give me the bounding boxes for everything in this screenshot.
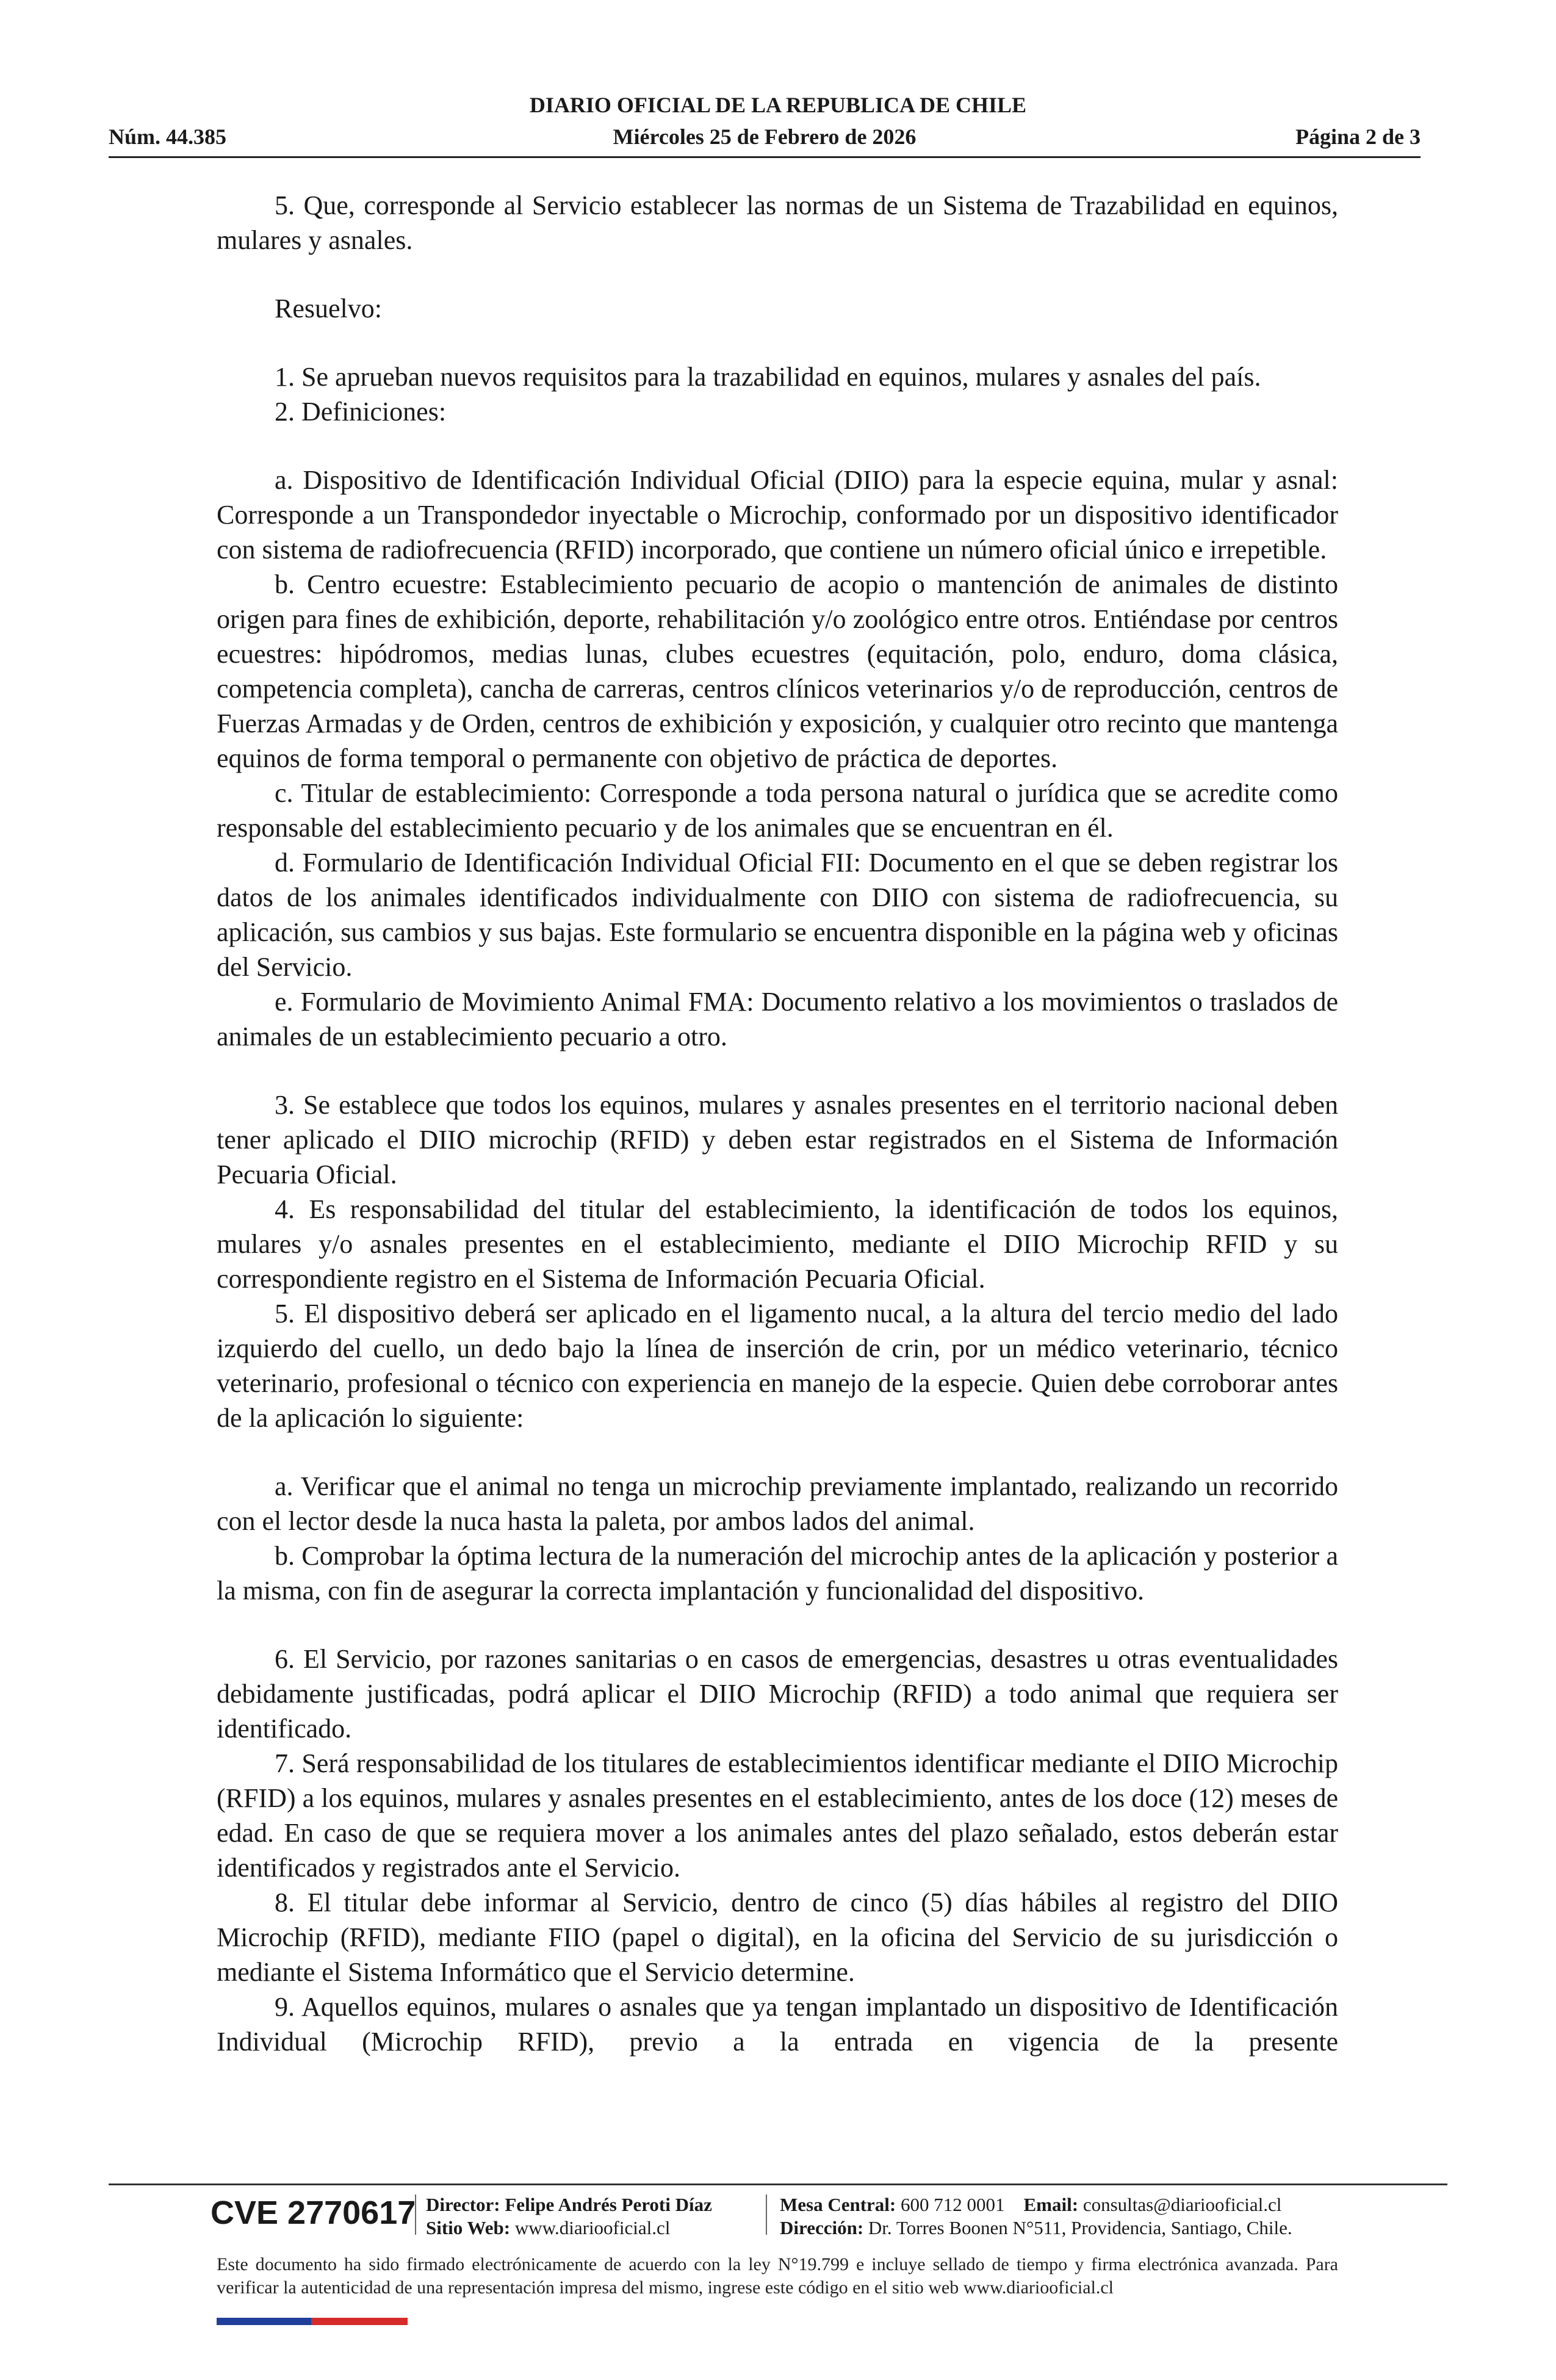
footer-separator bbox=[766, 2194, 767, 2235]
paragraph: 4. Es responsabilidad del titular del establecimiento, la identificación de todos los equinos, mulares y/o asnales presentes en el establecimiento, mediante el DIIO Microchip RFID y su correspondiente registro en el Sistema de Información Pecuaria Oficial. bbox=[217, 1194, 1338, 1294]
paragraph: e. Formulario de Movimiento Animal FMA: Documento relativo a los movimientos o traslados de animales de un establecimiento pecuario a otro. bbox=[217, 987, 1338, 1051]
paragraph: 5. Que, corresponde al Servicio establecer las normas de un Sistema de Trazabilidad en equinos, mulares y asnales. bbox=[217, 190, 1338, 255]
header-row bbox=[109, 122, 1421, 151]
paragraph: b. Comprobar la óptima lectura de la numeración del microchip antes de la aplicación y posterior a la misma, con fin de asegurar la correcta implantación y funcionalidad del dispositivo. bbox=[217, 1541, 1338, 1606]
footer-director-block bbox=[426, 2193, 712, 2240]
address-label: Dirección: bbox=[780, 2217, 864, 2238]
mesa-label: Mesa Central: bbox=[780, 2194, 896, 2215]
header-divider bbox=[109, 156, 1421, 158]
footer-divider bbox=[109, 2183, 1447, 2185]
email-label: Email: bbox=[1023, 2194, 1079, 2215]
paragraph: 2. Definiciones: bbox=[275, 397, 447, 427]
director-name: Felipe Andrés Peroti Díaz bbox=[505, 2194, 712, 2215]
signature-notice: Este documento ha sido firmado electrónicamente de acuerdo con la ley N°19.799 e incluye sellado de tiempo y firma electrónica avanzada. Para verificar la autenticidad de una representación impresa del mismo, ingrese este código en el sitio web www.diariooficial.cl bbox=[217, 2254, 1338, 2298]
flag-stripe-red bbox=[311, 2318, 408, 2325]
paragraph: 5. El dispositivo deberá ser aplicado en el ligamento nucal, a la altura del tercio medio del lado izquierdo del cuello, un dedo bajo la línea de inserción de crin, por un médico veterinario, técnico veterinario, profesional o técnico con experiencia en manejo de la especie. Quien debe corroborar antes de la aplicación lo siguiente: bbox=[217, 1299, 1338, 1433]
mesa-phone: 600 712 0001 bbox=[901, 2194, 1005, 2215]
newspaper-title: DIARIO OFICIAL DE LA REPUBLICA DE CHILE bbox=[529, 93, 1027, 117]
cve-code: CVE 2770617 bbox=[211, 2194, 416, 2231]
issue-date: Miércoles 25 de Febrero de 2026 bbox=[613, 124, 917, 149]
paragraph: 6. El Servicio, por razones sanitarias o en casos de emergencias, desastres u otras eventualidades debidamente justificadas, podrá aplicar el DIIO Microchip (RFID) a todo animal que requiera ser identificado. bbox=[217, 1644, 1338, 1744]
flag-stripe-blue bbox=[217, 2318, 311, 2325]
footer-contact-block bbox=[780, 2193, 1292, 2240]
email-link[interactable]: consultas@diariooficial.cl bbox=[1082, 2194, 1282, 2215]
paragraph: 7. Será responsabilidad de los titulares de establecimientos identificar mediante el DIIO Microchip (RFID) a los equinos, mulares y asnales presentes en el establecimiento, antes de los doce (12) meses de edad. En caso de que se requiera mover a los animales antes del plazo señalado, estos deberán estar identificados y registrados ante el Servicio. bbox=[217, 1748, 1338, 1883]
footer-separator bbox=[415, 2194, 416, 2235]
paragraph: 3. Se establece que todos los equinos, mulares y asnales presentes en el territorio nacional deben tener aplicado el DIIO microchip (RFID) y deben estar registrados en el Sistema de Información Pecuaria Oficial. bbox=[217, 1090, 1338, 1189]
site-label: Sitio Web: bbox=[426, 2217, 511, 2238]
paragraph: 9. Aquellos equinos, mulares o asnales que ya tengan implantado un dispositivo de Identificación Individual (Microchip RFID), previo a la entrada en vigencia de la presente bbox=[217, 1992, 1338, 2057]
issue-number: Núm. 44.385 bbox=[109, 124, 227, 149]
address-value: Dr. Torres Boonen N°511, Providencia, Santiago, Chile. bbox=[868, 2217, 1292, 2238]
paragraph: d. Formulario de Identificación Individual Oficial FII: Documento en el que se deben registrar los datos de los animales identificados individualmente con DIIO con sistema de radiofrecuencia, su aplicación, sus cambios y sus bajas. Este formulario se encuentra disponible en la página web y oficinas del Servicio. bbox=[217, 848, 1338, 982]
director-label: Director: bbox=[426, 2194, 500, 2215]
page-number: Página 2 de 3 bbox=[1295, 124, 1421, 149]
paragraph: Resuelvo: bbox=[275, 294, 382, 323]
paragraph: c. Titular de establecimiento: Corresponde a toda persona natural o jurídica que se acredite como responsable del establecimiento pecuario y de los animales que se encuentran en él. bbox=[217, 778, 1338, 843]
paragraph: 8. El titular debe informar al Servicio, dentro de cinco (5) días hábiles al registro del DIIO Microchip (RFID), mediante FIIO (papel o digital), en la oficina del Servicio de su jurisdicción o mediante el Sistema Informático que el Servicio determine. bbox=[217, 1888, 1338, 1987]
site-link[interactable]: www.diariooficial.cl bbox=[514, 2217, 671, 2238]
document-body bbox=[217, 188, 1338, 2059]
paragraph: b. Centro ecuestre: Establecimiento pecuario de acopio o mantención de animales de distinto origen para fines de exhibición, deporte, rehabilitación y/o zoológico entre otros. Entiéndase por centros ecuestres: hipódromos, medias lunas, clubes ecuestres (equitación, polo, enduro, doma clásica, competencia completa), cancha de carreras, centros clínicos veterinarios y/o de reproducción, centros de Fuerzas Armadas y de Orden, centros de exhibición y exposición, y cualquier otro recinto que mantenga equinos de forma temporal o permanente con objetivo de práctica de deportes. bbox=[217, 569, 1338, 773]
paragraph: 1. Se aprueban nuevos requisitos para la trazabilidad en equinos, mulares y asnales del país. bbox=[275, 362, 1261, 392]
paragraph: a. Dispositivo de Identificación Individual Oficial (DIIO) para la especie equina, mular y asnal: Corresponde a un Transpondedor inyectable o Microchip, conformado por un dispositivo identificador con sistema de radiofrecuencia (RFID) incorporado, que contiene un número oficial único e irrepetible. bbox=[217, 465, 1338, 564]
paragraph: a. Verificar que el animal no tenga un microchip previamente implantado, realizando un recorrido con el lector desde la nuca hasta la paleta, por ambos lados del animal. bbox=[217, 1471, 1338, 1536]
